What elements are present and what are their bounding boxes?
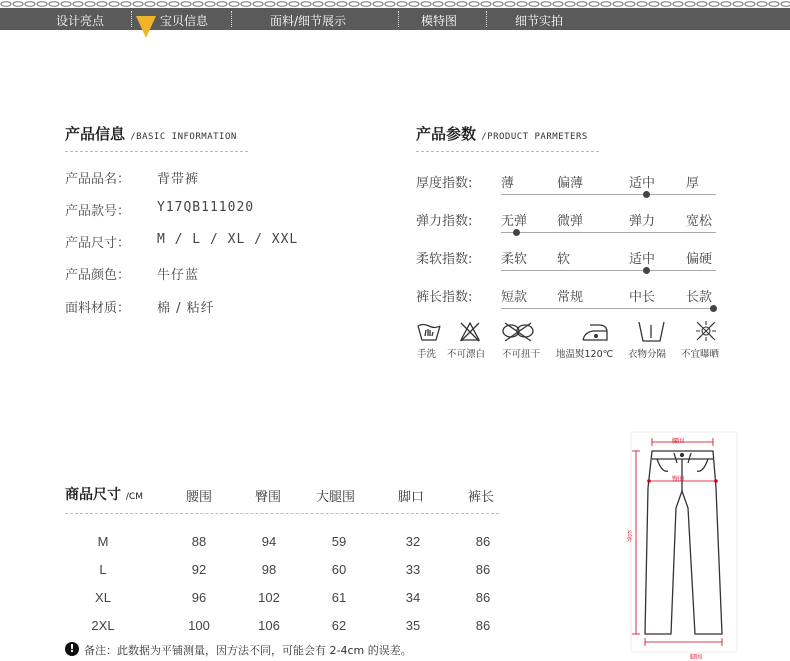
size-cell: 98 xyxy=(261,562,277,577)
param-option: 中长 xyxy=(629,290,656,305)
size-cell: 96 xyxy=(191,590,207,605)
size-col-header: 裤长 xyxy=(468,490,495,505)
size-cell: 86 xyxy=(475,590,491,605)
info-value-sizes: M / L / XL / XXL xyxy=(157,232,299,247)
no-wring-icon xyxy=(503,323,533,341)
nav-item-detail[interactable]: 细节实拍 xyxy=(515,14,564,28)
nav-item-info[interactable]: 宝贝信息 xyxy=(160,14,209,28)
size-cell: 86 xyxy=(475,534,491,549)
info-label: 产品尺寸： xyxy=(65,236,131,251)
hand-wash-icon xyxy=(418,325,440,341)
size-cell: 33 xyxy=(405,562,421,577)
param-option: 无弹 xyxy=(501,214,528,229)
pants-diagram xyxy=(616,428,746,658)
size-cell: 60 xyxy=(331,562,347,577)
size-cell: 59 xyxy=(331,534,347,549)
no-bleach-icon xyxy=(461,323,479,341)
size-col-header: 大腿围 xyxy=(316,490,356,505)
param-option: 适中 xyxy=(629,176,656,191)
info-value-sku: Y17QB111020 xyxy=(157,200,255,215)
param-scale-marker xyxy=(513,229,520,236)
nav-divider xyxy=(398,11,399,27)
care-label-hand-wash: 手洗 xyxy=(417,349,437,360)
size-col-header: 脚口 xyxy=(398,490,425,505)
params-title: 产品参数 xyxy=(416,125,477,143)
param-scale-marker xyxy=(643,267,650,274)
params-heading xyxy=(416,123,588,144)
param-scale-line xyxy=(501,270,716,271)
size-cell: 32 xyxy=(405,534,421,549)
size-row-label: M xyxy=(97,534,109,549)
param-option: 偏薄 xyxy=(557,176,584,191)
param-option: 弹力 xyxy=(629,214,656,229)
size-table-title: 商品尺寸 xyxy=(65,487,121,503)
param-scale-marker xyxy=(710,305,717,312)
info-value-color: 牛仔蓝 xyxy=(157,268,200,283)
diagram-label-hip: 臀围 xyxy=(672,476,685,483)
nav-divider xyxy=(131,11,132,27)
wash-separately-icon xyxy=(639,322,664,341)
size-cell: 94 xyxy=(261,534,277,549)
size-cell: 35 xyxy=(405,618,421,633)
size-cell: 100 xyxy=(188,618,210,633)
basic-info-title: 产品信息 xyxy=(65,125,126,143)
param-option: 薄 xyxy=(501,176,515,191)
param-scale-line xyxy=(501,194,716,195)
param-option: 偏硬 xyxy=(686,252,713,267)
size-cell: 61 xyxy=(331,590,347,605)
care-label-separate: 衣物分隔 xyxy=(628,349,667,360)
basic-info-divider xyxy=(65,151,248,152)
param-option: 适中 xyxy=(629,252,656,267)
info-label: 产品款号： xyxy=(65,204,131,219)
info-value-name: 背带裤 xyxy=(157,172,200,187)
care-icons xyxy=(414,318,734,346)
size-cell: 88 xyxy=(191,534,207,549)
size-cell: 62 xyxy=(331,618,347,633)
info-value-material: 棉 / 粘纤 xyxy=(157,301,215,316)
size-cell: 102 xyxy=(258,590,280,605)
param-option: 微弹 xyxy=(557,214,584,229)
param-scale-line xyxy=(501,308,716,309)
iron-low-icon xyxy=(583,325,607,340)
size-table-divider xyxy=(65,513,499,514)
param-scale-marker xyxy=(643,191,650,198)
nav-divider xyxy=(231,11,232,27)
param-label: 弹力指数: xyxy=(416,214,473,229)
chain-border xyxy=(0,0,790,8)
size-cell: 92 xyxy=(191,562,207,577)
nav-item-design[interactable]: 设计亮点 xyxy=(56,14,105,28)
info-icon: ! xyxy=(65,642,79,656)
param-option: 长款 xyxy=(686,290,713,305)
nav-active-indicator xyxy=(136,16,156,38)
nav-item-model[interactable]: 模特图 xyxy=(421,14,458,28)
param-label: 柔软指数: xyxy=(416,252,473,267)
size-cell: 106 xyxy=(258,618,280,633)
care-label-no-bleach: 不可漂白 xyxy=(447,349,486,360)
size-col-header: 臀围 xyxy=(255,490,282,505)
param-option: 软 xyxy=(557,252,571,267)
param-label: 厚度指数: xyxy=(416,176,473,191)
param-option: 柔软 xyxy=(501,252,528,267)
diagram-label-waist: 腰围 xyxy=(672,438,685,445)
params-subtitle: /PRODUCT PARMETERS xyxy=(481,132,588,142)
info-label: 产品颜色： xyxy=(65,268,131,283)
nav-divider xyxy=(486,11,487,27)
params-divider xyxy=(416,151,599,152)
param-option: 短款 xyxy=(501,290,528,305)
info-label: 面料材质： xyxy=(65,301,131,316)
size-cell: 86 xyxy=(475,562,491,577)
param-option: 厚 xyxy=(686,176,700,191)
size-col-header: 腰围 xyxy=(186,490,213,505)
size-row-label: XL xyxy=(95,590,111,605)
diagram-label-length: 长外 xyxy=(625,530,632,542)
care-label-no-sun: 不宜曝晒 xyxy=(681,349,720,360)
size-note: 备注：此数据为平铺测量，因方法不同，可能会有 2-4cm 的误差。 xyxy=(84,644,412,657)
care-label-no-wring: 不可扭干 xyxy=(502,349,541,360)
param-scale-line xyxy=(501,232,716,233)
basic-info-subtitle: /BASIC INFORMATION xyxy=(130,132,237,142)
size-row-label: L xyxy=(99,562,107,577)
info-label: 产品品名： xyxy=(65,172,131,187)
size-row-label: 2XL xyxy=(91,618,115,633)
no-sun-dry-icon xyxy=(696,321,716,341)
nav-item-fabric[interactable]: 面料/细节展示 xyxy=(270,14,347,28)
param-option: 宽松 xyxy=(686,214,713,229)
diagram-label-hem: 脚围 xyxy=(690,654,703,661)
size-cell: 34 xyxy=(405,590,421,605)
size-cell: 86 xyxy=(475,618,491,633)
basic-info-heading xyxy=(65,123,237,144)
param-label: 裤长指数: xyxy=(416,290,473,305)
care-label-iron: 地温熨120℃ xyxy=(556,349,614,360)
size-table-heading xyxy=(65,484,143,504)
param-option: 常规 xyxy=(557,290,584,305)
size-table-unit: /CM xyxy=(125,492,143,502)
top-nav xyxy=(0,8,790,30)
